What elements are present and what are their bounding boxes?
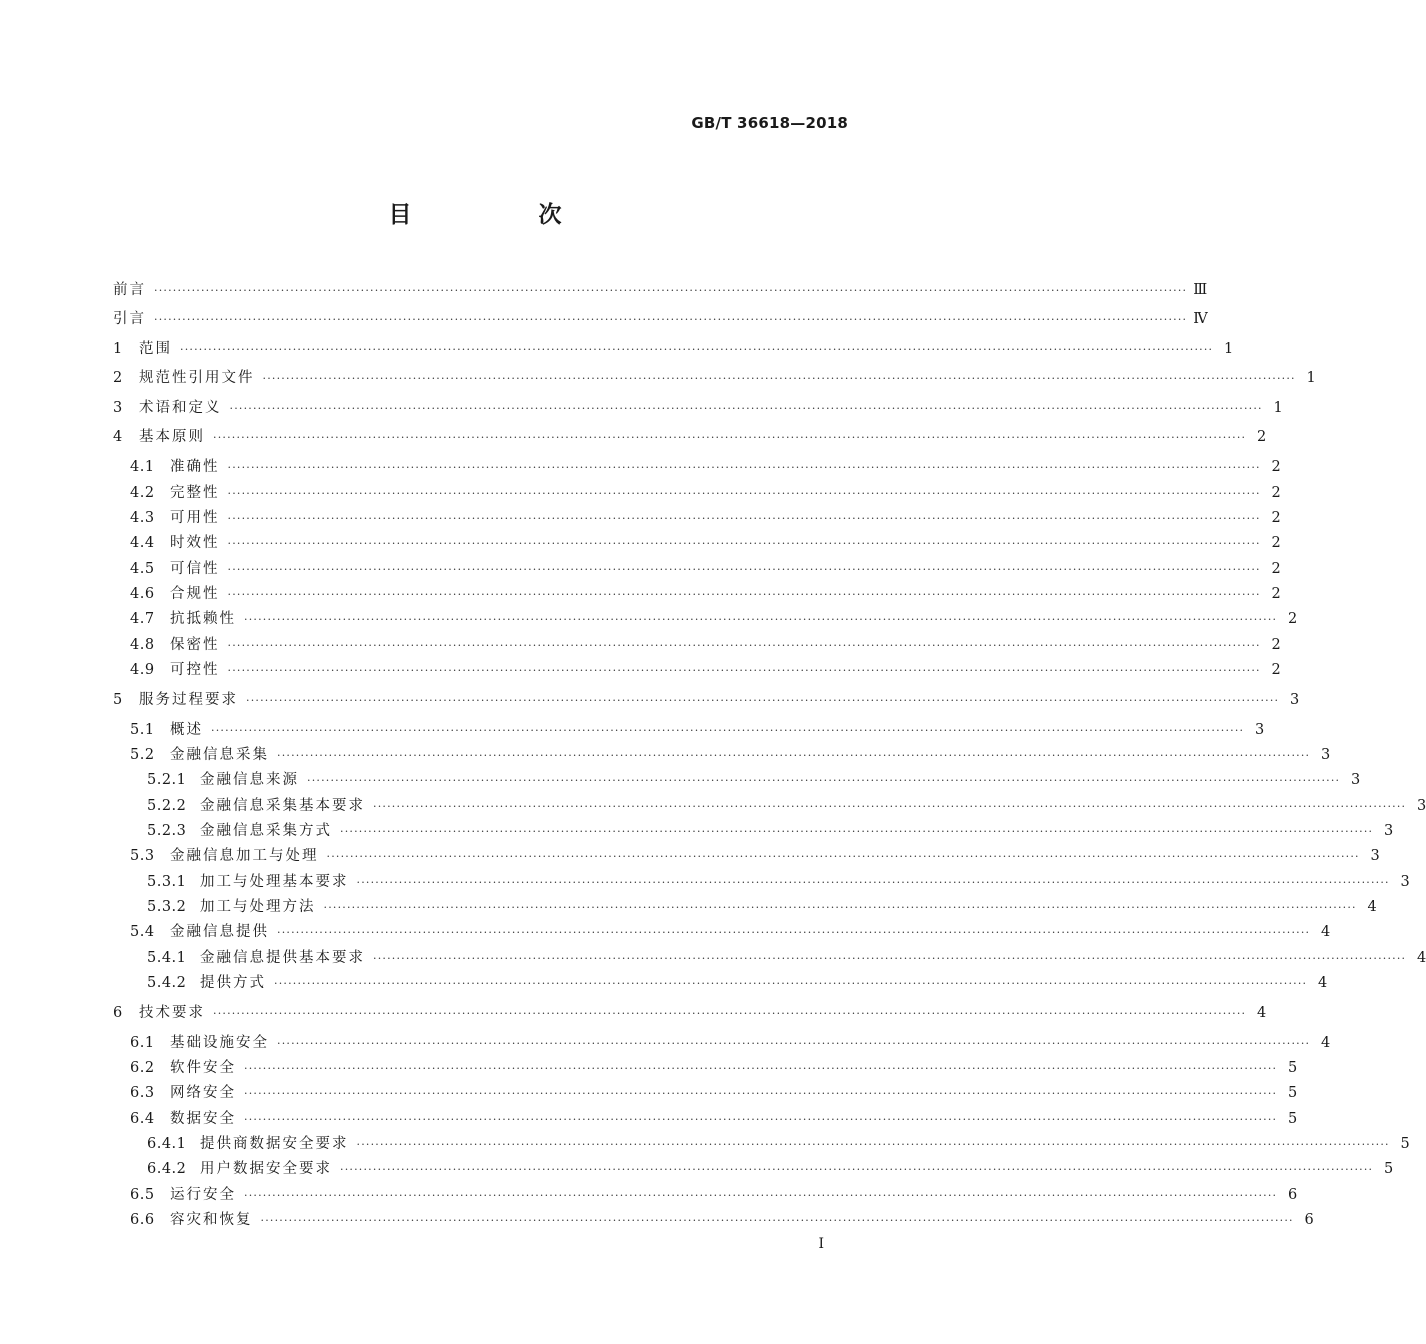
toc-entry-page: 4: [1318, 975, 1328, 991]
toc-entry[interactable]: [0, 795, 1426, 817]
toc-dot-leader: ····························································································································································································································: [326, 850, 1360, 863]
toc-entry-page: 2: [1271, 459, 1281, 475]
toc-entry-label: 金融信息提供基本要求: [200, 950, 365, 966]
toc-entry-label: 提供商数据安全要求: [200, 1136, 349, 1152]
toc-entry-page: 2: [1271, 510, 1281, 526]
toc-dot-leader: ····························································································································································································································: [213, 1007, 1247, 1020]
toc-dot-leader: ····························································································································································································································: [213, 431, 1247, 444]
toc-entry[interactable]: [0, 482, 1281, 504]
toc-entry-number: 4.5: [130, 561, 155, 577]
toc-entry[interactable]: [0, 871, 1410, 893]
toc-entry-number: 5.2.3: [147, 823, 187, 839]
toc-entry-page: 3: [1290, 692, 1300, 708]
toc-dot-leader: ····························································································································································································································: [227, 664, 1261, 677]
toc-entry[interactable]: [0, 308, 1208, 330]
toc-entry[interactable]: [0, 338, 1234, 360]
toc-entry-number: 6.5: [130, 1187, 155, 1203]
toc-entry-page: 4: [1367, 899, 1377, 915]
toc-entry-label: 可用性: [170, 510, 220, 526]
toc-entry-label: 金融信息采集: [170, 747, 269, 763]
toc-entry-number: 5.1: [130, 722, 155, 738]
toc-entry-number: 4.3: [130, 510, 155, 526]
toc-entry-page: 1: [1273, 400, 1283, 416]
toc-entry[interactable]: [0, 397, 1283, 419]
toc-dot-leader: ····························································································································································································································: [323, 901, 1357, 914]
toc-entry-page: 1: [1306, 370, 1316, 386]
toc-entry-label: 提供方式: [200, 975, 266, 991]
toc-entry-page: Ⅲ: [1193, 282, 1208, 298]
toc-dot-leader: ····························································································································································································································: [277, 1037, 1311, 1050]
toc-entry[interactable]: [0, 947, 1426, 969]
toc-entry-label: 软件安全: [170, 1060, 236, 1076]
toc-entry[interactable]: [0, 279, 1208, 301]
toc-entry[interactable]: [0, 820, 1394, 842]
toc-dot-leader: ····························································································································································································································: [227, 487, 1261, 500]
toc-entry-label: 前言: [113, 282, 146, 298]
toc-entry-page: Ⅳ: [1193, 311, 1208, 327]
toc-entry-number: 5.4: [130, 924, 155, 940]
toc-dot-leader: ····························································································································································································································: [180, 343, 1214, 356]
toc-entry-label: 范围: [139, 341, 172, 357]
page-number: I: [818, 1236, 824, 1252]
toc-entry[interactable]: [0, 744, 1331, 766]
toc-entry-number: 5.2.1: [147, 772, 187, 788]
toc-entry-number: 1: [113, 341, 123, 357]
toc-entry-page: 3: [1255, 722, 1265, 738]
toc-dot-leader: ····························································································································································································································: [340, 1163, 1374, 1176]
toc-dot-leader: ····························································································································································································································: [244, 1087, 1278, 1100]
toc-entry-number: 3: [113, 400, 123, 416]
toc-dot-leader: ····························································································································································································································: [244, 1113, 1278, 1126]
toc-dot-leader: ····························································································································································································································: [340, 825, 1374, 838]
toc-entry-number: 6.4.1: [147, 1136, 187, 1152]
toc-entry-label: 金融信息提供: [170, 924, 269, 940]
toc-entry-label: 时效性: [170, 535, 220, 551]
toc-entry-page: 5: [1384, 1161, 1394, 1177]
toc-dot-leader: ····························································································································································································································: [277, 926, 1311, 939]
toc-entry-number: 4: [113, 429, 123, 445]
toc-entry[interactable]: [0, 558, 1281, 580]
toc-entry-label: 金融信息加工与处理: [170, 848, 319, 864]
toc-entry[interactable]: [0, 634, 1281, 656]
toc-entry[interactable]: [0, 689, 1300, 711]
toc-entry-page: 2: [1288, 611, 1298, 627]
toc-dot-leader: ····························································································································································································································: [244, 1189, 1278, 1202]
toc-entry-page: 3: [1384, 823, 1394, 839]
toc-entry-page: 6: [1304, 1212, 1314, 1228]
toc-dot-leader: ····························································································································································································································: [373, 952, 1407, 965]
toc-dot-leader: ····························································································································································································································: [227, 461, 1261, 474]
toc-dot-leader: ····························································································································································································································: [356, 876, 1390, 889]
toc-entry-number: 5.4.1: [147, 950, 187, 966]
toc-entry[interactable]: [0, 1057, 1298, 1079]
toc-entry-number: 6.4.2: [147, 1161, 187, 1177]
toc-entry-number: 5.2.2: [147, 798, 187, 814]
toc-entry-page: 3: [1417, 798, 1426, 814]
toc-entry[interactable]: [0, 1184, 1298, 1206]
toc-entry-page: 2: [1271, 535, 1281, 551]
toc-entry-label: 可控性: [170, 662, 220, 678]
toc-entry-label: 加工与处理方法: [200, 899, 316, 915]
toc-dot-leader: ····························································································································································································································: [227, 512, 1261, 525]
toc-entry-page: 2: [1271, 637, 1281, 653]
toc-entry-label: 术语和定义: [139, 400, 222, 416]
toc-entry-label: 金融信息来源: [200, 772, 299, 788]
toc-entry-number: 4.9: [130, 662, 155, 678]
toc-dot-leader: ····························································································································································································································: [246, 694, 1280, 707]
toc-entry-label: 加工与处理基本要求: [200, 874, 349, 890]
toc-entry-number: 5.3: [130, 848, 155, 864]
toc-dot-leader: ····························································································································································································································: [154, 284, 1188, 297]
toc-entry-page: 2: [1257, 429, 1267, 445]
toc-dot-leader: ····························································································································································································································: [227, 563, 1261, 576]
toc-entry-label: 概述: [170, 722, 203, 738]
toc-dot-leader: ····························································································································································································································: [229, 402, 1263, 415]
toc-entry[interactable]: [0, 1108, 1298, 1130]
toc-entry-page: 4: [1417, 950, 1426, 966]
toc-entry[interactable]: [0, 507, 1281, 529]
toc-entry-label: 技术要求: [139, 1005, 205, 1021]
toc-dot-leader: ····························································································································································································································: [227, 639, 1261, 652]
toc-entry-number: 5: [113, 692, 123, 708]
toc-entry-label: 网络安全: [170, 1085, 236, 1101]
toc-entry-number: 5.4.2: [147, 975, 187, 991]
toc-entry-label: 可信性: [170, 561, 220, 577]
toc-entry-page: 3: [1351, 772, 1361, 788]
toc-entry-number: 4.7: [130, 611, 155, 627]
toc-entry[interactable]: [0, 1032, 1331, 1054]
toc-entry-page: 5: [1288, 1085, 1298, 1101]
toc-entry-page: 6: [1288, 1187, 1298, 1203]
toc-entry-page: 1: [1224, 341, 1234, 357]
toc-entry-label: 合规性: [170, 586, 220, 602]
toc-entry-label: 完整性: [170, 485, 220, 501]
toc-entry-label: 容灾和恢复: [170, 1212, 253, 1228]
toc-entry[interactable]: [0, 532, 1281, 554]
toc-dot-leader: ····························································································································································································································: [227, 588, 1261, 601]
toc-entry-label: 抗抵赖性: [170, 611, 236, 627]
toc-dot-leader: ····························································································································································································································: [260, 1214, 1294, 1227]
toc-entry[interactable]: [0, 1133, 1410, 1155]
toc-entry[interactable]: [0, 845, 1380, 867]
toc-entry-number: 6.1: [130, 1035, 155, 1051]
toc-dot-leader: ····························································································································································································································: [356, 1138, 1390, 1151]
toc-entry-label: 引言: [113, 311, 146, 327]
toc-entry-number: 6.6: [130, 1212, 155, 1228]
toc-dot-leader: ····························································································································································································································: [307, 774, 1341, 787]
toc-entry-number: 4.2: [130, 485, 155, 501]
toc-entry-page: 2: [1271, 485, 1281, 501]
toc-entry[interactable]: [0, 1209, 1314, 1231]
toc-entry-label: 基本原则: [139, 429, 205, 445]
toc-entry-number: 4.8: [130, 637, 155, 653]
toc-dot-leader: ····························································································································································································································: [277, 749, 1311, 762]
toc-entry[interactable]: [0, 583, 1281, 605]
toc-entry-label: 数据安全: [170, 1111, 236, 1127]
toc-entry[interactable]: [0, 1002, 1267, 1024]
toc-entry-label: 运行安全: [170, 1187, 236, 1203]
toc-entry-label: 金融信息采集方式: [200, 823, 332, 839]
toc-entry-page: 2: [1271, 662, 1281, 678]
toc-entry-label: 用户数据安全要求: [200, 1161, 332, 1177]
toc-entry[interactable]: [0, 1158, 1394, 1180]
toc-entry-number: 5.2: [130, 747, 155, 763]
toc-entry[interactable]: [0, 921, 1331, 943]
toc-entry[interactable]: [0, 1082, 1298, 1104]
toc-entry-page: 5: [1288, 1060, 1298, 1076]
toc-entry-number: 2: [113, 370, 123, 386]
toc-entry[interactable]: [0, 972, 1328, 994]
toc-entry-number: 4.1: [130, 459, 155, 475]
toc-dot-leader: ····························································································································································································································: [211, 724, 1245, 737]
toc-dot-leader: ····························································································································································································································: [244, 613, 1278, 626]
toc-entry[interactable]: [0, 426, 1267, 448]
toc-entry-page: 4: [1321, 1035, 1331, 1051]
toc-entry-label: 基础设施安全: [170, 1035, 269, 1051]
toc-dot-leader: ····························································································································································································································: [262, 372, 1296, 385]
toc-dot-leader: ····························································································································································································································: [274, 977, 1308, 990]
toc-entry-number: 4.6: [130, 586, 155, 602]
toc-entry-number: 4.4: [130, 535, 155, 551]
toc-entry-number: 5.3.2: [147, 899, 187, 915]
toc-entry-page: 5: [1288, 1111, 1298, 1127]
toc-dot-leader: ····························································································································································································································: [244, 1062, 1278, 1075]
toc-entry-number: 6: [113, 1005, 123, 1021]
toc-entry-page: 4: [1257, 1005, 1267, 1021]
toc-entry[interactable]: [0, 456, 1281, 478]
toc-entry-page: 3: [1400, 874, 1410, 890]
toc-dot-leader: ····························································································································································································································: [227, 537, 1261, 550]
toc-entry-number: 6.2: [130, 1060, 155, 1076]
toc-entry-number: 5.3.1: [147, 874, 187, 890]
toc-entry-page: 2: [1271, 561, 1281, 577]
toc-dot-leader: ····························································································································································································································: [373, 800, 1407, 813]
toc-entry-label: 保密性: [170, 637, 220, 653]
toc-entry[interactable]: [0, 769, 1361, 791]
toc-entry-number: 6.4: [130, 1111, 155, 1127]
toc-entry[interactable]: [0, 659, 1281, 681]
toc-entry-label: 规范性引用文件: [139, 370, 255, 386]
toc-dot-leader: ····························································································································································································································: [154, 313, 1188, 326]
toc-entry-page: 2: [1271, 586, 1281, 602]
toc-entry-label: 服务过程要求: [139, 692, 238, 708]
toc-entry-number: 6.3: [130, 1085, 155, 1101]
toc-entry[interactable]: [0, 608, 1298, 630]
toc-entry-page: 5: [1400, 1136, 1410, 1152]
page-title: 目 次: [388, 202, 614, 228]
toc-entry-page: 4: [1321, 924, 1331, 940]
toc-entry-label: 准确性: [170, 459, 220, 475]
standard-code: GB/T 36618—2018: [691, 114, 848, 132]
toc-entry-page: 3: [1370, 848, 1380, 864]
toc-entry-label: 金融信息采集基本要求: [200, 798, 365, 814]
toc-entry[interactable]: [0, 896, 1377, 918]
toc-entry-page: 3: [1321, 747, 1331, 763]
toc-entry[interactable]: [0, 719, 1265, 741]
toc-entry[interactable]: [0, 367, 1316, 389]
